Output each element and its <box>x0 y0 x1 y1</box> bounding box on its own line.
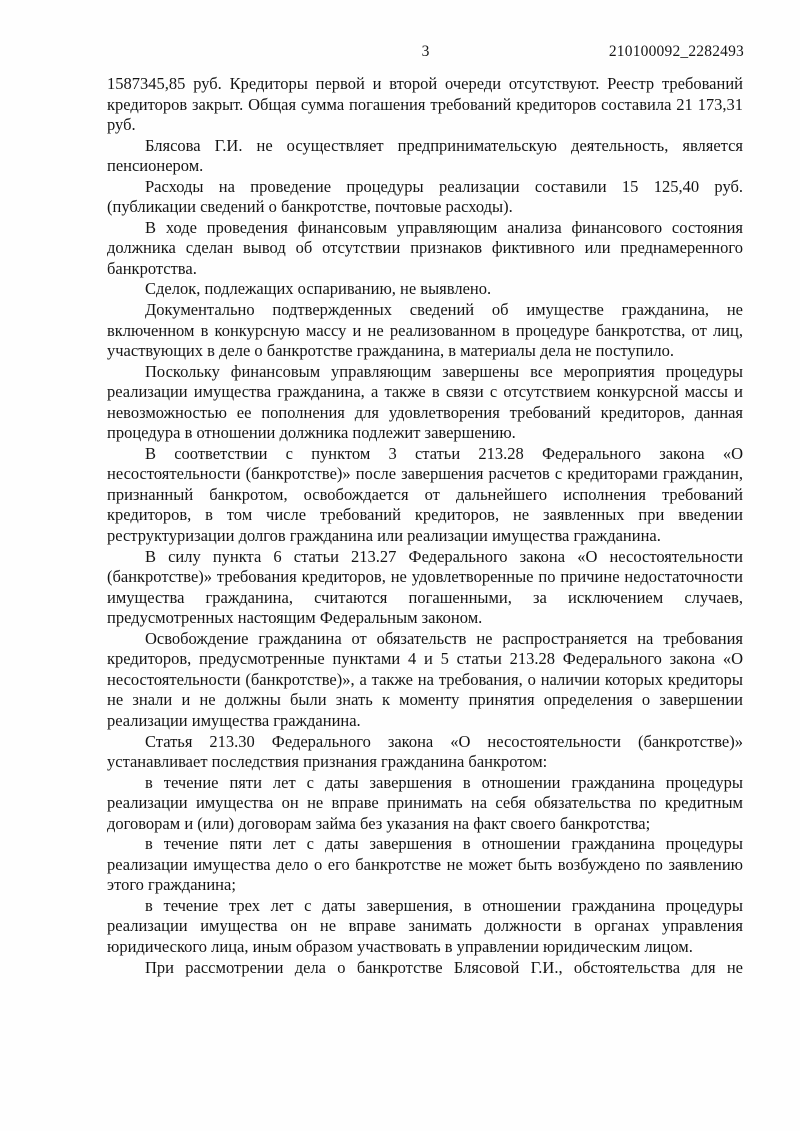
paragraph: Сделок, подлежащих оспариванию, не выявлено. <box>145 279 492 299</box>
paragraph: В силу пункта 6 статьи 213.27 Федерального закона «О несостоятельности (банкротстве)» требования кредиторов, не удовлетворенные по причине недостаточности имущества гражданина, считаются погашенными, за исключением случаев, предусмотренных настоящим Федеральным законом. <box>107 546 743 628</box>
document-body <box>107 74 743 978</box>
paragraph: При рассмотрении дела о банкротстве Блясовой Г.И., обстоятельства для не <box>145 957 743 977</box>
document-id: 210100092_2282493 <box>608 43 744 60</box>
paragraph: в течение трех лет с даты завершения, в отношении гражданина процедуры реализации имущества он не вправе занимать должности в органах управления юридического лица, иным образом участвовать в управлении юридическим лицом. <box>107 895 743 956</box>
page-number: 3 <box>421 43 430 60</box>
paragraph: В соответствии с пунктом 3 статьи 213.28 Федерального закона «О несостоятельности (банкротстве)» после завершения расчетов с кредиторами гражданин, признанный банкротом, освобождается от дальнейшего исполнения требований кредиторов, в том числе требований кредиторов, не заявленных при введении реструктуризации долгов гражданина или реализации имущества гражданина. <box>107 443 743 546</box>
paragraph: В ходе проведения финансовым управляющим анализа финансового состояния должника сделан вывод об отсутствии признаков фиктивного или преднамеренного банкротства. <box>107 217 743 278</box>
paragraph: Поскольку финансовым управляющим завершены все мероприятия процедуры реализации имущества гражданина, а также в связи с отсутствием конкурсной массы и невозможностью ее пополнения для удовлетворения требований кредиторов, данная процедура в отношении должника подлежит завершению. <box>107 361 743 443</box>
paragraph: в течение пяти лет с даты завершения в отношении гражданина процедуры реализации имущества дело о его банкротстве не может быть возбуждено по заявлению этого гражданина; <box>107 834 743 895</box>
paragraph: Блясова Г.И. не осуществляет предпринимательскую деятельность, является пенсионером. <box>107 135 743 176</box>
paragraph: Документально подтвержденных сведений об имуществе гражданина, не включенном в конкурсную массу и не реализованном в процедуре банкротства, от лиц, участвующих в деле о банкротстве гражданина, в материалы дела не поступило. <box>107 300 743 361</box>
page-header <box>107 42 744 62</box>
paragraph: в течение пяти лет с даты завершения в отношении гражданина процедуры реализации имущества он не вправе принимать на себя обязательства по кредитным договорам и (или) договорам займа без указания на факт своего банкротства; <box>107 772 743 833</box>
paragraph: Освобождение гражданина от обязательств не распространяется на требования кредиторов, предусмотренные пунктами 4 и 5 статьи 213.28 Федерального закона «О несостоятельности (банкротстве)», а также на требования, о наличии которых кредиторы не знали и не должны были знать к моменту принятия определения о завершении реализации имущества гражданина. <box>107 628 743 730</box>
paragraph: 1587345,85 руб. Кредиторы первой и второй очереди отсутствуют. Реестр требований кредиторов закрыт. Общая сумма погашения требований кредиторов составила 21 173,31 руб. <box>107 74 743 135</box>
paragraph: Статья 213.30 Федерального закона «О несостоятельности (банкротстве)» устанавливает последствия признания гражданина банкротом: <box>107 731 743 772</box>
paragraph: Расходы на проведение процедуры реализации составили 15 125,40 руб. (публикации сведений о банкротстве, почтовые расходы). <box>107 176 743 217</box>
